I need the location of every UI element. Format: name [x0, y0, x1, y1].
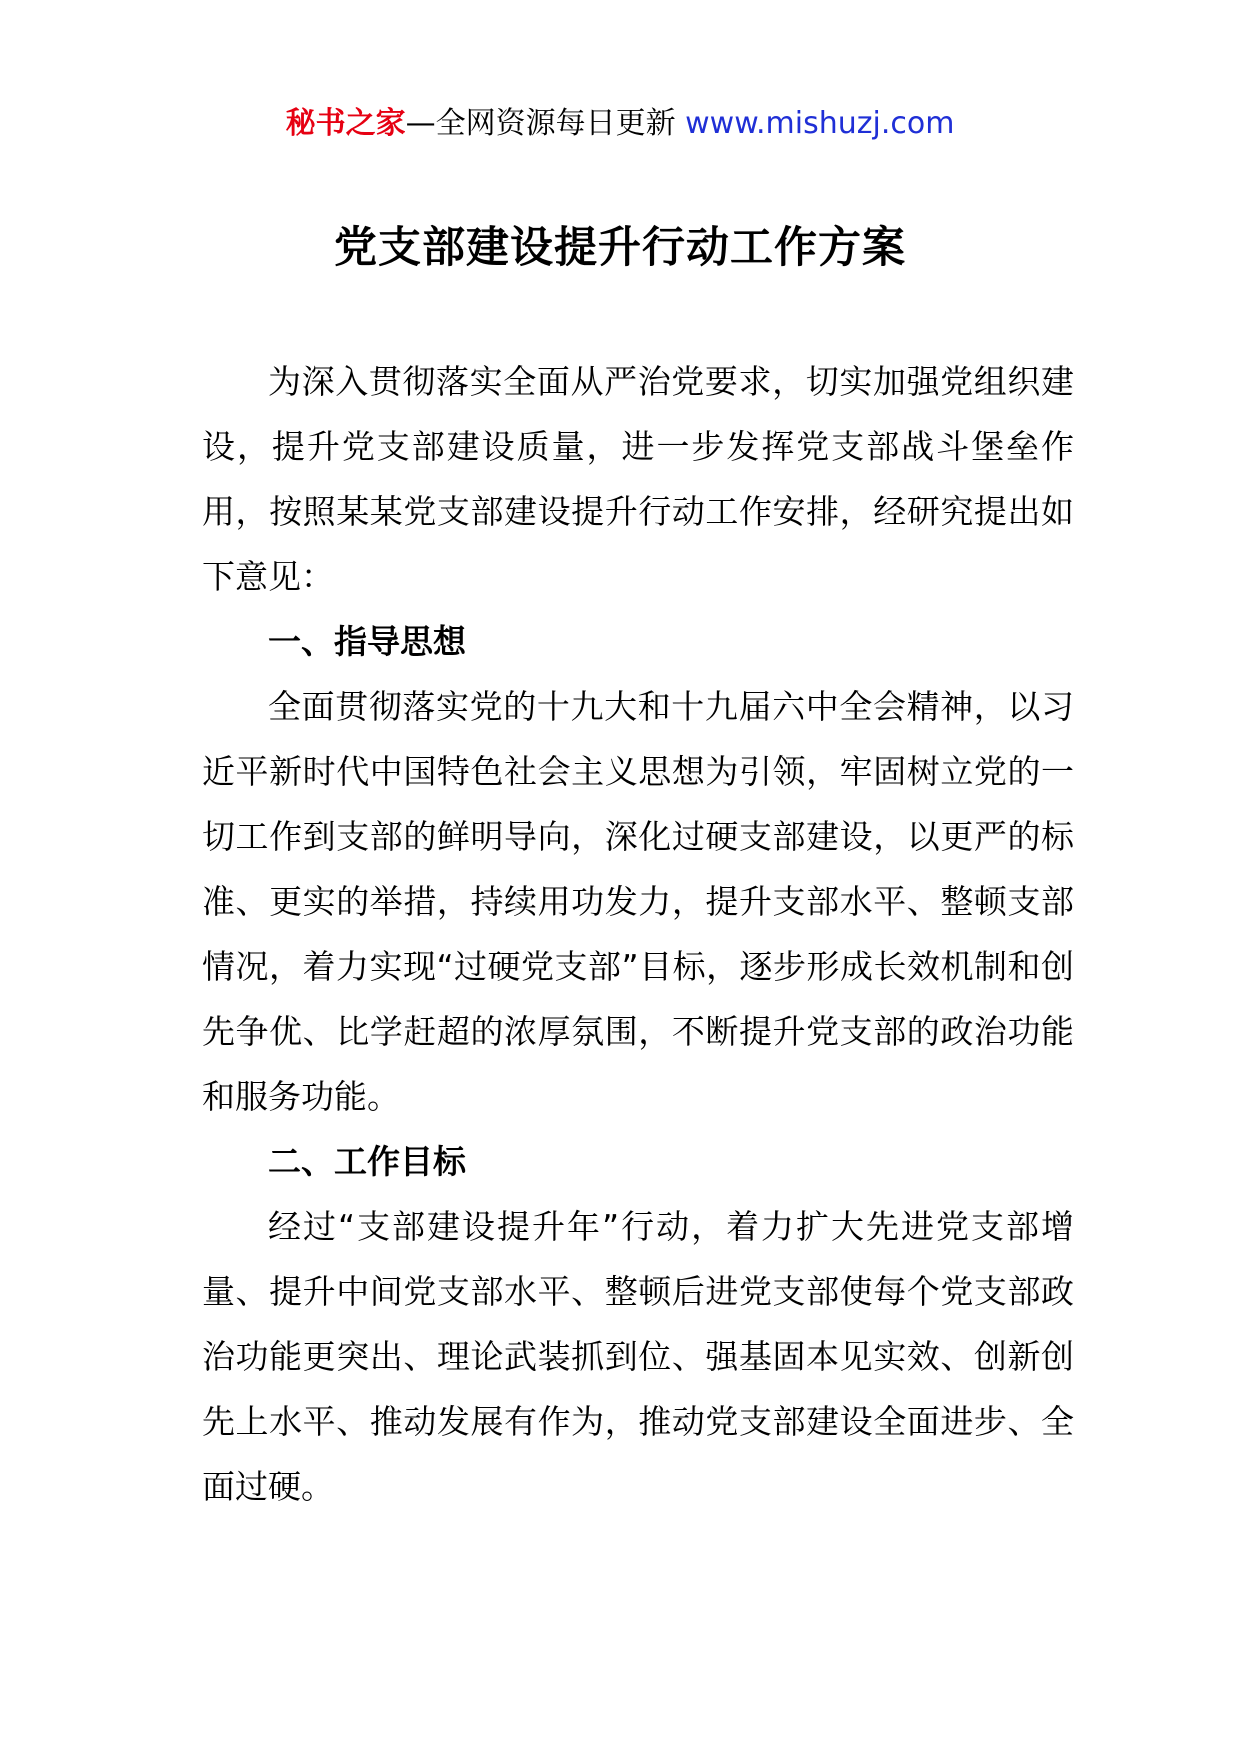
intro-paragraph: 为深入贯彻落实全面从严治党要求，切实加强党组织建设，提升党支部建设质量，进一步发挥党支部战斗堡垒作用，按照某某党支部建设提升行动工作安排，经研究提出如下意见： — [202, 362, 1074, 596]
header-slogan: —全网资源每日更新 — [405, 106, 686, 141]
section-heading-guiding-thought: 一、指导思想 — [268, 622, 466, 661]
site-header — [0, 100, 1240, 148]
document-title: 党支部建设提升行动工作方案 — [334, 223, 906, 273]
section-body-work-goals: 经过“支部建设提升年”行动，着力扩大先进党支部增量、提升中间党支部水平、整顿后进党支部使每个党支部政治功能更突出、理论武装抓到位、强基固本见实效、创新创先上水平、推动发展有作为，推动党支部建设全面进步、全面过硬。 — [202, 1207, 1074, 1506]
brand-name: 秘书之家 — [285, 106, 406, 141]
section-body-guiding-thought: 全面贯彻落实党的十九大和十九届六中全会精神，以习近平新时代中国特色社会主义思想为引领，牢固树立党的一切工作到支部的鲜明导向，深化过硬支部建设，以更严的标准、更实的举措，持续用功发力，提升支部水平、整顿支部情况，着力实现“过硬党支部”目标，逐步形成长效机制和创先争优、比学赶超的浓厚氛围，不断提升党支部的政治功能和服务功能。 — [202, 687, 1074, 1116]
document-body — [202, 349, 1074, 1519]
site-url-link[interactable]: www.mishuzj.com — [685, 106, 955, 141]
section-heading-work-goals: 二、工作目标 — [268, 1142, 466, 1181]
